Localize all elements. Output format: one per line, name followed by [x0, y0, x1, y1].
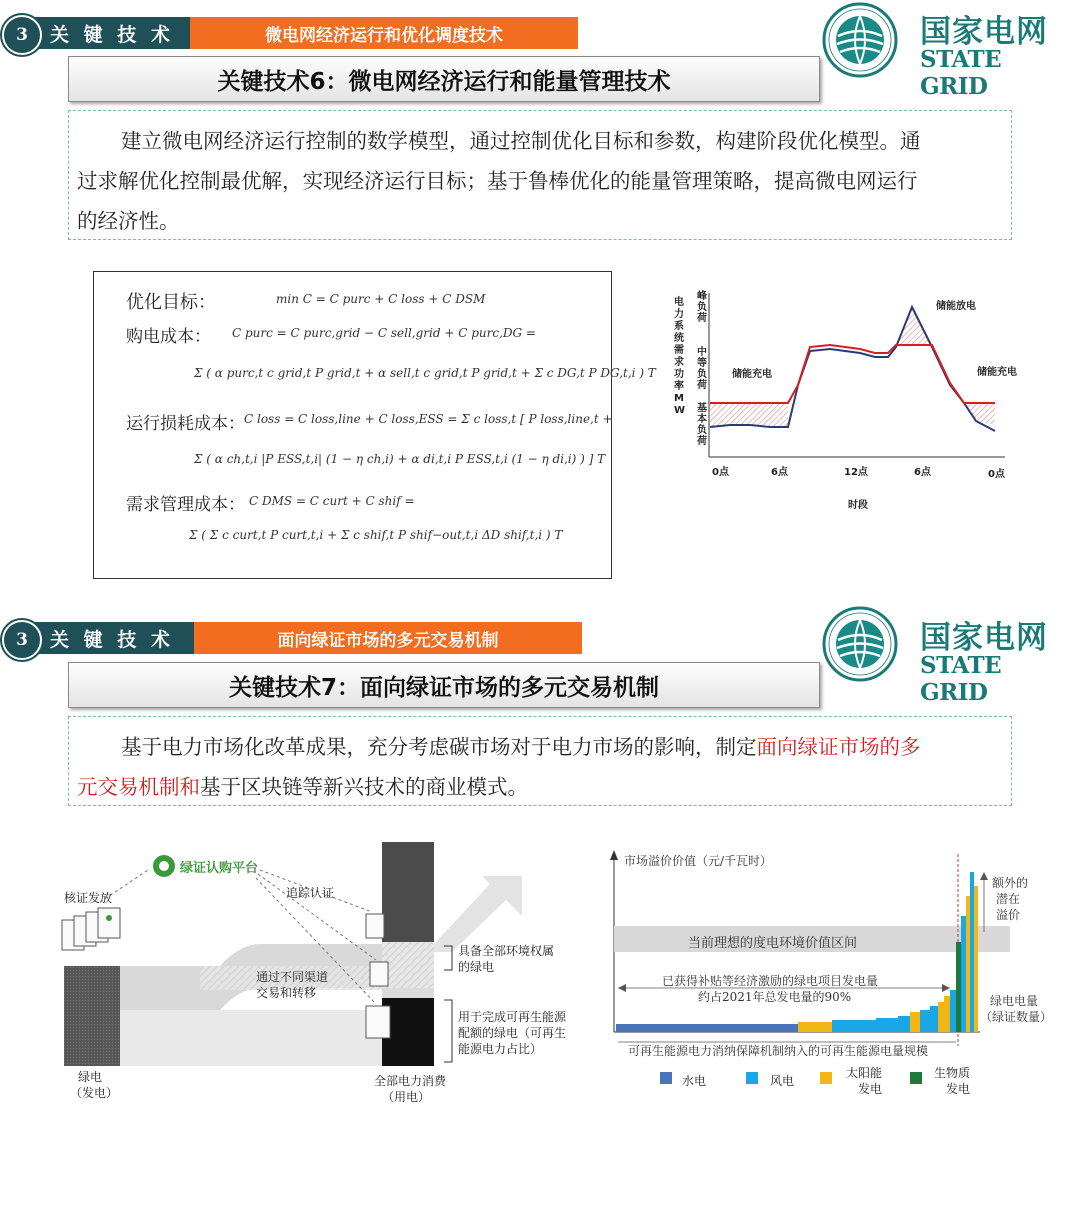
section-title-1: 关键技术6：微电网经济运行和能量管理技术	[68, 56, 820, 102]
legend-biomass-1: 生物质	[934, 1066, 971, 1080]
state-grid-logo-2	[822, 606, 1072, 706]
premium-x-label-1: 绿电电量	[990, 994, 1039, 1008]
logo-en-text: STATE GRID	[920, 46, 1002, 100]
logo-cn-text: 国家电网	[920, 620, 1048, 656]
premium-bottom-note: 可再生能源电力消纳保障机制纳入的可再生能源电量规模	[628, 1044, 929, 1058]
objective-label: 优化目标：	[126, 292, 216, 313]
issue-label: 核证发放	[64, 891, 113, 905]
x-tick-1: 6点	[771, 467, 788, 478]
purchase-label: 购电成本：	[126, 327, 211, 347]
env-label-2: 的绿电	[458, 960, 495, 974]
purchase-sum: Σ ( α purc,t c grid,t P grid,t + α sell,t c grid,t P grid,t + Σ c DG,t P DG,t,i ) T	[194, 366, 656, 380]
legend-swatch-solar	[820, 1072, 832, 1084]
quota-label-3: 能源电力占比）	[458, 1042, 543, 1056]
desc2-highlight1: 面向绿证市场的多	[756, 735, 921, 759]
state-grid-logo-1	[822, 2, 1072, 100]
x-tick-0: 0点	[712, 467, 729, 478]
premium-value-chart	[600, 846, 1076, 1106]
premium-x-label-2: （绿证数量）	[980, 1010, 1053, 1024]
dsm-expr: C DMS = C curt + C shif =	[249, 494, 415, 508]
purchase-expr: C purc = C purc,grid − C sell,grid + C purc,DG =	[232, 326, 536, 340]
logo-en-text: STATE GRID	[920, 652, 1002, 706]
desc-line-2: 过求解优化控制最优解，实现经济运行目标；基于鲁棒优化的能量管理策略，提高微电网运行	[77, 169, 918, 193]
extra-label-1: 额外的	[992, 876, 1029, 890]
desc-line-3: 的经济性。	[77, 209, 180, 233]
quota-label-1: 用于完成可再生能源	[458, 1010, 567, 1024]
logo-cn-text: 国家电网	[920, 14, 1048, 50]
load-curve-chart	[660, 285, 1040, 525]
section-header-text: 关 键 技 术	[50, 23, 174, 46]
consume-label-2: （用电）	[382, 1090, 431, 1104]
section-number-2: 3	[2, 620, 42, 660]
objective-expr: min C = C purc + C loss + C DSM	[276, 292, 486, 306]
x-tick-4: 0点	[988, 469, 1005, 480]
label-discharge: 储能放电	[936, 301, 976, 312]
desc2-highlight2: 元交易机制和	[77, 775, 200, 799]
extra-label-2: 潜在	[996, 892, 1021, 906]
desc2-part2: 基于区块链等新兴技术的商业模式。	[200, 775, 528, 799]
section-header-text: 关 键 技 术	[50, 628, 174, 651]
legend-solar-2: 发电	[858, 1082, 883, 1096]
section-number-1: 3	[2, 15, 42, 55]
premium-band-label: 当前理想的度电环境价值区间	[688, 936, 858, 951]
x-tick-3: 6点	[914, 467, 931, 478]
loss-sum: Σ ( α ch,t,i |P ESS,t,i| (1 − η ch,i) + α di,t,i P ESS,t,i (1 − η di,i) ) ] T	[194, 452, 606, 466]
green-label-1: 绿电	[78, 1070, 103, 1084]
description-1	[68, 110, 1012, 240]
label-charge-right: 储能充电	[977, 367, 1017, 378]
track-label: 追踪认证	[286, 886, 335, 900]
loss-expr: C loss = C loss,line + C loss,ESS = Σ c loss,t [ P loss,line,t +	[244, 412, 613, 426]
dsm-sum: Σ ( Σ c curt,t P curt,t,i + Σ c shif,t P shif−out,t,i ΔD shif,t,i ) T	[189, 528, 563, 542]
label-charge-left: 储能充电	[732, 369, 772, 380]
section-header-label-2	[28, 622, 194, 654]
section-title-2: 关键技术7：面向绿证市场的多元交易机制	[68, 662, 820, 708]
x-axis-label: 时段	[848, 500, 868, 511]
y-axis-label: 电力系统需求功率 M W	[674, 297, 686, 416]
premium-y-title: 市场溢价价值（元/千瓦时）	[624, 854, 773, 868]
subsidy-label-1: 已获得补贴等经济激励的绿电项目发电量	[662, 974, 879, 988]
section-header-label-1	[28, 17, 190, 49]
zone-base-label: 基本负荷	[697, 403, 707, 447]
green-label-2: （发电）	[70, 1086, 119, 1100]
platform-label: 绿证认购平台	[180, 861, 259, 876]
certificate-icon-stack	[62, 908, 120, 950]
legend-biomass-2: 发电	[946, 1082, 971, 1096]
loss-label: 运行损耗成本：	[126, 414, 245, 434]
legend-solar-1: 太阳能	[846, 1066, 883, 1080]
legend-swatch-hydro	[660, 1072, 672, 1084]
desc2-part1: 基于电力市场化改革成果，充分考虑碳市场对于电力市场的影响，制定	[121, 735, 757, 759]
section-subtitle-2: 面向绿证市场的多元交易机制	[194, 622, 582, 654]
zone-peak-label: 峰负荷	[697, 291, 707, 324]
subsidy-label-2: 约占2021年总发电量的90%	[698, 990, 852, 1004]
x-tick-2: 12点	[844, 467, 868, 478]
consume-label-1: 全部电力消费	[374, 1074, 447, 1088]
dsm-label: 需求管理成本：	[126, 495, 245, 515]
globe-logo-icon	[822, 606, 898, 682]
env-label-1: 具备全部环境权属	[458, 944, 555, 958]
extra-label-3: 溢价	[996, 908, 1021, 922]
quota-label-2: 配额的绿电（可再生	[458, 1026, 567, 1040]
desc-line-1: 建立微电网经济运行控制的数学模型，通过控制优化目标和参数，构建阶段优化模型。通	[121, 129, 921, 153]
section-subtitle-1: 微电网经济运行和优化调度技术	[190, 17, 578, 49]
legend-wind: 风电	[770, 1074, 795, 1088]
zone-mid-label: 中等负荷	[697, 347, 707, 391]
green-cert-flow-diagram	[60, 840, 580, 1110]
legend-swatch-biomass	[910, 1072, 922, 1084]
description-2	[68, 716, 1012, 806]
formula-box	[93, 271, 656, 579]
legend-swatch-wind	[746, 1072, 758, 1084]
channels-label-2: 交易和转移	[256, 986, 317, 1000]
globe-logo-icon	[822, 2, 898, 78]
legend-hydro: 水电	[682, 1074, 707, 1088]
channels-label-1: 通过不同渠道	[256, 970, 329, 984]
